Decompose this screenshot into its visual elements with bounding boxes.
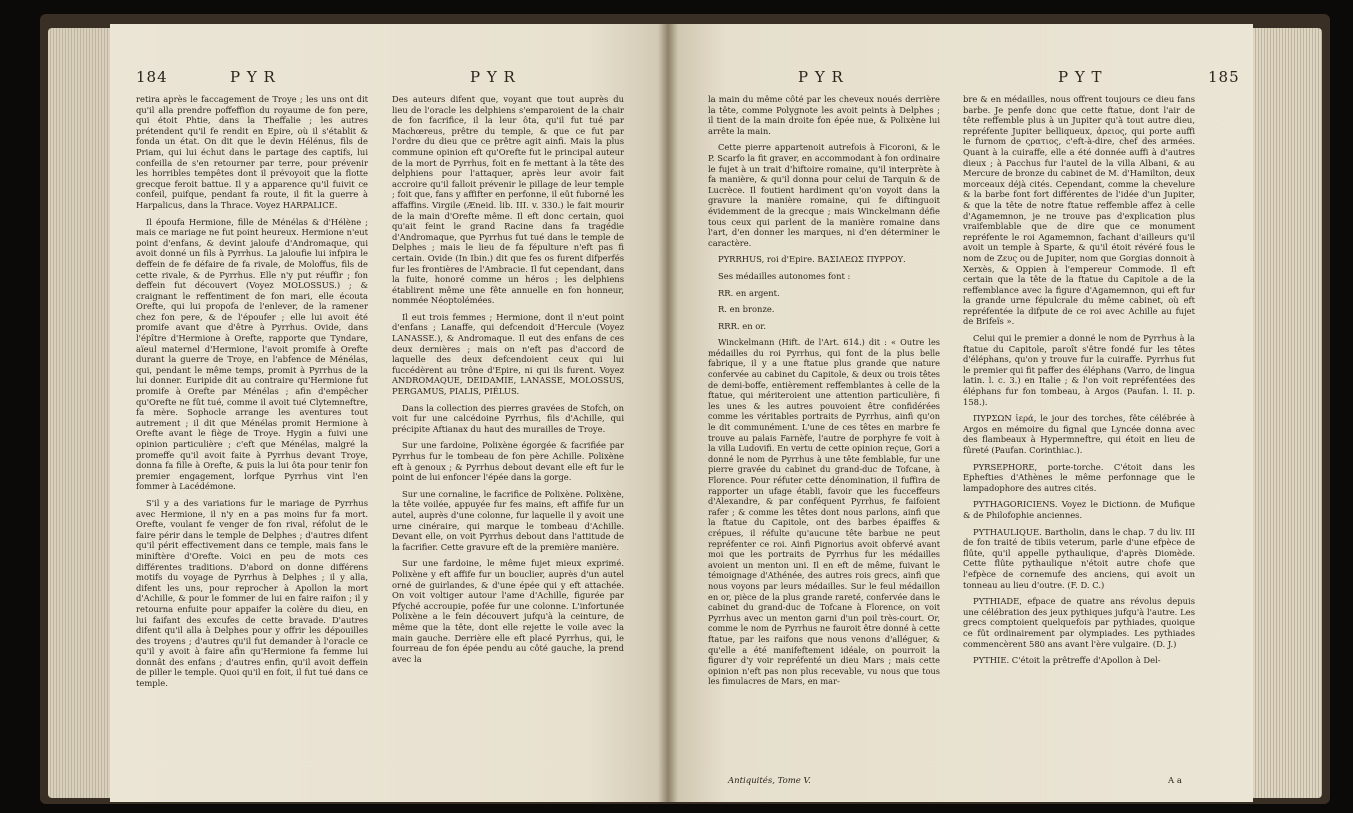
right-column-1 <box>708 94 940 693</box>
paragraph: Sur une cornaline, le facrifice de Polixène. Polixène, la tête voilée, appuyée fur fes mains, eft affife fur un autel, auprès d'une colonne, fur laquelle il y avoit une urne cinéraire, qui marque le tombeau d'Achille. Devant elle, on voit Pyrrhus debout dans l'attitude de la facrifier. Cette gravure eft de la première manière. <box>392 488 624 552</box>
paragraph: RRR. en or. <box>718 320 767 331</box>
paragraph: Des auteurs difent que, voyant que tout auprès du lieu de l'oracle les delphiens s'emparoient de la chair de fon facrifice, il la leur ôta, qu'il fut tué par Machœreus, prêtre du temple, & que ce fut par l'ordre du dieu que ce prêtre agit ainfi. Mais la plus commune opinion eft qu'Orefte fut le principal auteur de la mort de Pyrrhus, foit en fe mettant à la tête des delphiens pour l'attaquer, après leur avoir fait accroire qu'il falloit prévenir le pillage de leur temple ; foit que, fans y affifter en perfonne, il eût fuborné les affaffins. Virgile (Æneid. lib. III. v. 330.) le fait mourir de la main d'Orefte même. Il eft donc certain, quoi qu'ait feint le grand Racine dans fa tragédie d'Andromaque, que Pyrrhus fut tué dans le temple de Delphes ; mais le lieu de fa fépulture n'eft pas fi certain. Ovide (In Ibin.) dit que fes os furent difperfés fur les frontières de l'Ambracie. Il fut cependant, dans la fuite, honoré comme un héros ; les delphiens établirent même une fête annuelle en fon honneur, nommée Néoptolémées. <box>392 94 624 306</box>
paragraph: RR. en argent. <box>718 287 780 298</box>
book-gutter <box>658 24 678 802</box>
paragraph: S'il y a des variations fur le mariage de Pyrrhus avec Hermione, il n'y en a pas moins fur fa mort. Orefte, voulant fe venger de fon rival, réfolut de le faire périr dans le temple de Delphes ; d'autres difent qu'il périt effectivement dans ce temple, mais fans le miniftère d'Orefte. Voici en peu de mots ces différentes traditions. D'abord on donne différens motifs du voyage de Pyrrhus à Delphes ; il y alla, difent les uns, pour reprocher à Apollon la mort d'Achille, & pour le fommer de lui en faire raifon ; il y retourna enfuite pour appaifer la colère du dieu, en lui faifant des excufes de cette bravade. D'autres difent qu'il alla à Delphes pour y offrir les dépouilles des troyens ; d'autres qu'il fut demander à l'oracle ce qu'il y avoit à faire afin qu'Hermione fa femme lui donnât des enfans ; d'autres enfin, qu'il avoit deffein de piller le temple. Quoi qu'il en foit, il fut tué dans ce temple. <box>136 497 368 689</box>
left-page-number: 184 <box>136 68 168 86</box>
paragraph: PYTHIADE, efpace de quatre ans révolus depuis une célébration des jeux pythiques jufqu'à l'autre. Les grecs comptoient quelquefois par pythiades, quoique ce fût ordinairement par olympiades. Les pythiades commencèrent 580 ans avant l'ère vulgaire. (D. J.) <box>963 596 1195 649</box>
paragraph: PYTHAGORICIENS. Voyez le Dictionn. de Mufique & de Philofophie anciennes. <box>963 499 1195 520</box>
right-running-head-2: P Y T <box>1058 68 1103 86</box>
paragraph: la main du même côté par les cheveux noués derrière la tête, comme Polygnote les avoit peints à Delphes ; il tient de la main droite fon épée nue, & Polixène lui arrête la main. <box>708 94 940 136</box>
book <box>40 14 1330 804</box>
right-page <box>668 24 1253 802</box>
paragraph: Il eut trois femmes ; Hermione, dont il n'eut point d'enfans ; Lanaffe, qui defcendoit d'Hercule (Voyez LANASSE.), & Andromaque. Il eut des enfans de ces deux dernières ; mais on n'eft pas d'accord de laquelle des deux defcendoient ceux qui lui fuccédèrent au trône d'Epire, ni qui ils furent. Voyez ANDROMAQUE, DEIDAMIE, LANASSE, MOLOSSUS, PERGAMUS, PIALIS, PIÉLUS. <box>392 311 624 397</box>
page-edges-right <box>1252 28 1322 798</box>
right-running-head-1: P Y R <box>798 68 844 86</box>
paragraph: Il époufa Hermione, fille de Ménélas & d'Hélène ; mais ce mariage ne fut point heureux. Hermione n'eut point d'enfans, & devint jaloufe d'Andromaque, qui avoit donné un fils à Pyrrhus. La jaloufie lui infpira le deffein de fe défaire de fa rivale, de Moloffus, fils de cette rivale, & de Pyrrhus. Elle n'y put réuffir ; fon deffein fut découvert (Voyez MOLOSSUS.) ; & craignant le reffentiment de fon mari, elle écouta Orefte, qui lui propofa de l'enlever, de la ramener chez fon pere, & de l'époufer ; elle lui avoit été promife avant que d'être à Pyrrhus. Ovide, dans l'épître d'Hermione à Orefte, rapporte que Tyndare, aïeul maternel d'Hermione, l'avoit promife à Orefte durant la guerre de Troye, en l'abfence de Ménélas, qui, pendant le même temps, promit à Pyrrhus de la lui donner. Euripide dit au contraire qu'Hermione fut promife à Orefte par Ménélas ; afin d'empêcher qu'Orefte ne fût tué, comme il avoit tué Clytemneftre, fa mère. Sophocle arrange les aventures tout autrement ; il dit que Ménélas promit Hermione à Orefte avant le fiège de Troye. Hygin a fuivi une opinion particulière ; c'eft que Ménélas, malgré la promeffe qu'il avoit faite à Pyrrhus devant Troye, donna fa fille à Orefte, & puis la lui ôta pour tenir fon premier engagement, lorfque Pyrrhus vint l'en fommer à Lacédémone. <box>136 216 368 492</box>
paragraph: Cette pierre appartenoit autrefois à Ficoroni, & le P. Scarfo la fit graver, en accommodant à fon ordinaire le fujet à un trait d'hiftoire romaine, qu'il interprète à fa manière, & qu'il donna pour celui de Tarquin & de Lucrèce. Il foutient hardiment qu'on voyoit dans la gravure la manière romaine, qui fe diftinguoit évidemment de la grecque ; mais Winckelmann défie tous ceux qui parlent de la manière romaine dans l'art, d'en donner les marques, ni d'en déterminer le caractère. <box>708 142 940 248</box>
left-running-head-1: P Y R <box>230 68 276 86</box>
paragraph: retira après le faccagement de Troye ; les uns ont dit qu'il alla prendre poffeffion du royaume de fon pere, qui étoit Phtie, dans la Theffalie ; les autres prétendent qu'il fe rendit en Epire, où il s'établit & fonda un état. On dit que le devin Hélénus, fils de Priam, qui lui échut dans le partage des captifs, lui confeilla de s'en retourner par terre, pour prévenir les horribles tempêtes dont il prévoyoit que la flotte grecque feroit battue. Il y a apparence qu'il fuivit ce confeil, puifque, pendant fa route, il fit la guerre à Harpalicus, dans la Thrace. Voyez HARPALICE. <box>136 94 368 210</box>
paragraph: PYRRHUS, roi d'Epire. ΒΑΣΙΛΕΩΣ ΠΥΡΡΟΥ. <box>718 254 906 265</box>
paragraph: bre & en médailles, nous offrent toujours ce dieu fans barbe. Je penfe donc que cette ftatue, dont l'air de tête reffemble plus à un Jupiter qu'à tout autre dieu, repréfente Jupiter belliqueux, ἀρειος, qui porte auffi le furnom de ςρατιος, c'eft-à-dire, chef des armées. Quant à la cuiraffe, elle a été donnée auffi à d'autres dieux ; à Pacchus fur l'autel de la villa Albani, & au Mercure de bronze du cabinet de M. d'Hamilton, deux morceaux déjà cités. Cependant, comme la chevelure & la barbe font fort différentes de l'idée d'un Jupiter, & que la tête de notre ftatue reffemble affez à celle d'Agamemnon, je ne trouve pas d'explication plus vraifemblable que de dire que ce monument repréfente le roi Agamemnon, fachant d'ailleurs qu'il avoit un temple à Sparte, & qu'il étoit révéré fous le nom de Ζευς ou de Jupiter, nom que Gorgias donnoit à Xerxès, & Oppien à l'empereur Commode. Il eft certain que la tête de la ftatue du Capitole a de la reffemblance avec la figure d'Agamemnon, qui eft fur la grande urne fépulcrale du même cabinet, où eft repréfentée la difpute de ce roi avec Achille au fujet de Brifeïs ». <box>963 94 1195 327</box>
paragraph: Celui qui le premier a donné le nom de Pyrrhus à la ftatue du Capitole, paroît s'être fondé fur les têtes d'éléphans, qu'on y trouve fur la cuiraffe. Pyrrhus fut le premier qui fit paffer des éléphans (Varro, de lingua latin. l. c. 3.) en Italie ; & l'on voit repréfentées des éléphans fur fon tombeau, à Argos (Paufan. l. II. p. 158.). <box>963 333 1195 407</box>
paragraph: Dans la collection des pierres gravées de Stofch, on voit fur une calcédoine Pyrrhus, fils d'Achille, qui précipite Aftianax du haut des murailles de Troye. <box>392 402 624 434</box>
left-running-head-2: P Y R <box>470 68 516 86</box>
paragraph: R. en bronze. <box>718 304 775 315</box>
paragraph: PYRSEPHORE, porte-torche. C'étoit dans les Ephefties d'Athènes le même perfonnage que le lampadophore des autres cités. <box>963 461 1195 493</box>
right-page-number: 185 <box>1208 68 1240 86</box>
left-column-2 <box>392 94 624 670</box>
volume-footer: Antiquités, Tome V. <box>728 776 811 786</box>
paragraph: Sur une fardoine, Polixène égorgée & facrifiée par Pyrrhus fur le tombeau de fon père Achille. Polixène eft à genoux ; & Pyrrhus debout devant elle eft fur le point de lui enfoncer l'épée dans la gorge. <box>392 440 624 483</box>
paragraph: Winckelmann (Hift. de l'Art. 614.) dit : « Outre les médailles du roi Pyrrhus, qui font de la plus belle fabrique, il y a une ftatue plus grande que nature confervée au cabinet du Capitole, & deux ou trois têtes de demi-boffe, entièrement reffemblantes à celle de la ftatue, qui mériteroient une attention particulière, fi les unes & les autres pouvoient être confidérées comme les véritables portraits de Pyrrhus, ainfi qu'on le dit communément. L'une de ces têtes en marbre fe trouve au palais Farnèfe, l'autre de porphyre fe voit à la villa Ludovifi. En vertu de cette opinion reçue, Gori a donné le nom de Pyrrhus à une tête femblable, fur une pierre gravée du cabinet du grand-duc de Tofcane, à Florence. Pour réfuter cette dénomination, il fuffira de rapporter un ufage établi, favoir que les fucceffeurs d'Alexandre, & par conféquent Pyrrhus, fe faifoient rafer ; & comme les têtes dont nous parlons, ainfi que la ftatue du Capitole, ont des barbes épaiffes & crépues, il réfulte qu'aucune tête barbue ne peut repréfenter ce roi. Ainfi Pignorius avoit obfervé avant moi que les portraits de Pyrrhus fur les médailles avoient un menton uni. Il en eft de même, fuivant le témoignage d'Athénée, des autres rois grecs, ainfi que nous voyons par leurs médailles. Sur le feul médaillon en or, pièce de la plus grande rareté, confervée dans le cabinet du grand-duc de Tofcane à Florence, on voit Pyrrhus avec un menton garni d'un poil très-court. Or, comme le nom de Pyrrhus ne fauroit être donné à cette ftatue, par les raifons que nous venons d'alléguer, & qu'elle a été manifeftement idéale, on pourroit la figurer d'y voir repréfenté un dieu Mars ; mais cette opinion n'eft pas non plus recevable, vu nous que tous les fimulacres de Mars, en mar- <box>708 337 940 687</box>
paragraph: Ses médailles autonomes font : <box>718 270 851 281</box>
right-column-2 <box>963 94 1195 672</box>
left-page <box>110 24 670 802</box>
paragraph: PYTHAULIQUE. Bartholin, dans le chap. 7 du liv. III de fon traité de tibiis veterum, parle d'une efpèce de flûte, qu'il appelle pythaulique, d'après Diomède. Cette flûte pythaulique n'étoit autre chofe que l'efpèce de cornemufe des anciens, qui avoit un tonneau au lieu d'outre. (F. D. C.) <box>963 526 1195 590</box>
paragraph: PYTHIE. C'étoit la prêtreffe d'Apollon à Del- <box>973 655 1161 666</box>
left-column-1 <box>136 94 368 695</box>
paragraph: ΠΥΡΣΩΝ ἱερά, le jour des torches, fête célébrée à Argos en mémoire du fignal que Lyncée donna avec des flambeaux à Hypermneftre, qui étoit en lieu de fûreté (Paufan. Corinthiac.). <box>963 413 1195 455</box>
paragraph: Sur une fardoine, le même fujet mieux exprimé. Polixène y eft affife fur un bouclier, auprès d'un autel orné de guirlandes, & d'une épée qui y eft attachée. On voit voltiger autour l'ame d'Achille, figurée par Pfyché accroupie, pofée fur une colonne. L'infortunée Polixène a le fein découvert jufqu'à la ceinture, de même que la tête, dont elle rejette le voile avec la main gauche. Derrière elle eft placé Pyrrhus, qui, le fourreau de fon épée pendu au côté gauche, la prend avec la <box>392 558 624 664</box>
signature-mark: A a <box>1168 776 1182 786</box>
